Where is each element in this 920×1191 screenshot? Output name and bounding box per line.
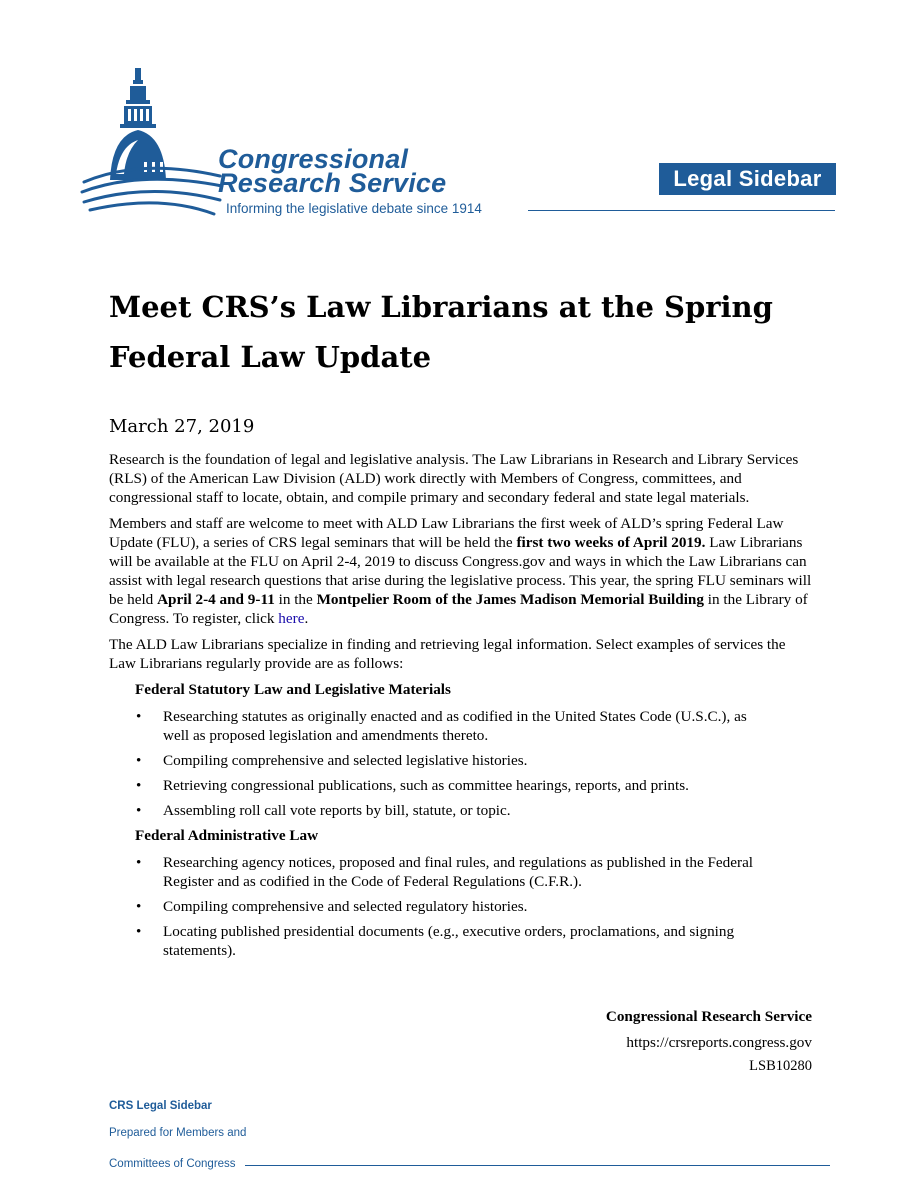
list-item-text: Locating published presidential documents (e.g., executive orders, proclamations, and signing statements). bbox=[163, 923, 735, 959]
logo-wordmark-line1: Congressional bbox=[218, 144, 409, 174]
article-body bbox=[109, 450, 814, 966]
event-text-3: in the bbox=[274, 591, 317, 608]
event-paragraph bbox=[109, 514, 814, 628]
venue-name: Montpelier Room of the James Madison Memorial Building bbox=[316, 591, 704, 608]
publication-date: March 27, 2019 bbox=[109, 416, 255, 437]
event-text-2: Law Librarians will be available at the FLU on April 2-4, 2019 to discuss Congress.gov and ways in which the Law Librarians can assist with legal research questions that arise during the legislative process. This year, the spring FLU seminars will be held bbox=[109, 534, 812, 608]
list-item bbox=[109, 801, 814, 820]
seminar-dates: April 2-4 and 9-11 bbox=[157, 591, 275, 608]
administrative-services-list bbox=[109, 853, 814, 960]
footer-line-2: Prepared for Members and bbox=[109, 1127, 247, 1139]
bullet-icon: • bbox=[136, 802, 142, 819]
event-dates-emphasis: first two weeks of April 2019. bbox=[516, 534, 706, 551]
event-text-4: in the Library of Congress. To register, click bbox=[109, 591, 808, 627]
list-item bbox=[109, 897, 814, 916]
page-title: Meet CRS’s Law Librarians at the Spring Federal Law Update bbox=[109, 290, 773, 374]
footer-line-3: Committees of Congress bbox=[109, 1158, 236, 1170]
list-item-text: Retrieving congressional publications, such as committee hearings, reports, and prints. bbox=[163, 777, 689, 794]
bullet-icon: • bbox=[136, 854, 142, 871]
event-text-1: Members and staff are welcome to meet with ALD Law Librarians the first week of ALD’s spring Federal Law Update (FLU), a series of CRS legal seminars that will be held the bbox=[109, 515, 784, 551]
logo-tagline: Informing the legislative debate since 1914 bbox=[226, 201, 482, 216]
byline-organization: Congressional Research Service bbox=[605, 1008, 812, 1025]
list-item bbox=[109, 707, 814, 745]
byline-url[interactable]: https://crsreports.congress.gov bbox=[626, 1034, 812, 1051]
legal-sidebar-badge: Legal Sidebar bbox=[659, 163, 836, 195]
list-item-text: Assembling roll call vote reports by bill, statute, or topic. bbox=[163, 802, 511, 819]
bullet-icon: • bbox=[136, 777, 142, 794]
statutory-services-list bbox=[109, 707, 814, 820]
list-item bbox=[109, 922, 814, 960]
footer-title: CRS Legal Sidebar bbox=[109, 1100, 212, 1112]
list-item bbox=[109, 853, 814, 891]
list-item bbox=[109, 776, 814, 795]
list-item-text: Compiling comprehensive and selected legislative histories. bbox=[163, 752, 528, 769]
event-text-5: . bbox=[304, 610, 309, 627]
register-link[interactable]: here bbox=[278, 610, 305, 627]
report-code: LSB10280 bbox=[749, 1058, 812, 1074]
bullet-icon: • bbox=[136, 752, 142, 769]
section-heading-statutory: Federal Statutory Law and Legislative Materials bbox=[135, 681, 451, 698]
services-intro-paragraph: The ALD Law Librarians specialize in finding and retrieving legal information. Select examples of services the Law Librarians regularly provide are as follows: bbox=[109, 636, 786, 672]
section-heading-administrative: Federal Administrative Law bbox=[135, 827, 319, 844]
intro-paragraph: Research is the foundation of legal and legislative analysis. The Law Librarians in Research and Library Services (RLS) of the American Law Division (ALD) work directly with Members of Congress, committees, and congressional staff to locate, obtain, and compile primary and secondary federal and state legal materials. bbox=[109, 451, 799, 506]
logo-wordmark-line2: Research Service bbox=[218, 168, 447, 198]
list-item bbox=[109, 751, 814, 770]
crs-logo bbox=[80, 62, 540, 222]
bullet-icon: • bbox=[136, 898, 142, 915]
footer-divider bbox=[245, 1165, 830, 1166]
list-item-text: Compiling comprehensive and selected regulatory histories. bbox=[163, 898, 528, 915]
header-divider bbox=[528, 210, 835, 211]
bullet-icon: • bbox=[136, 708, 142, 725]
bullet-icon: • bbox=[136, 923, 142, 940]
capitol-dome-icon bbox=[80, 62, 230, 222]
list-item-text: Researching agency notices, proposed and final rules, and regulations as published in the Federal Register and as codified in the Code of Federal Regulations (C.F.R.). bbox=[163, 854, 754, 890]
list-item-text: Researching statutes as originally enacted and as codified in the United States Code (U.S.C.), as well as proposed legislation and amendments thereto. bbox=[163, 708, 747, 744]
